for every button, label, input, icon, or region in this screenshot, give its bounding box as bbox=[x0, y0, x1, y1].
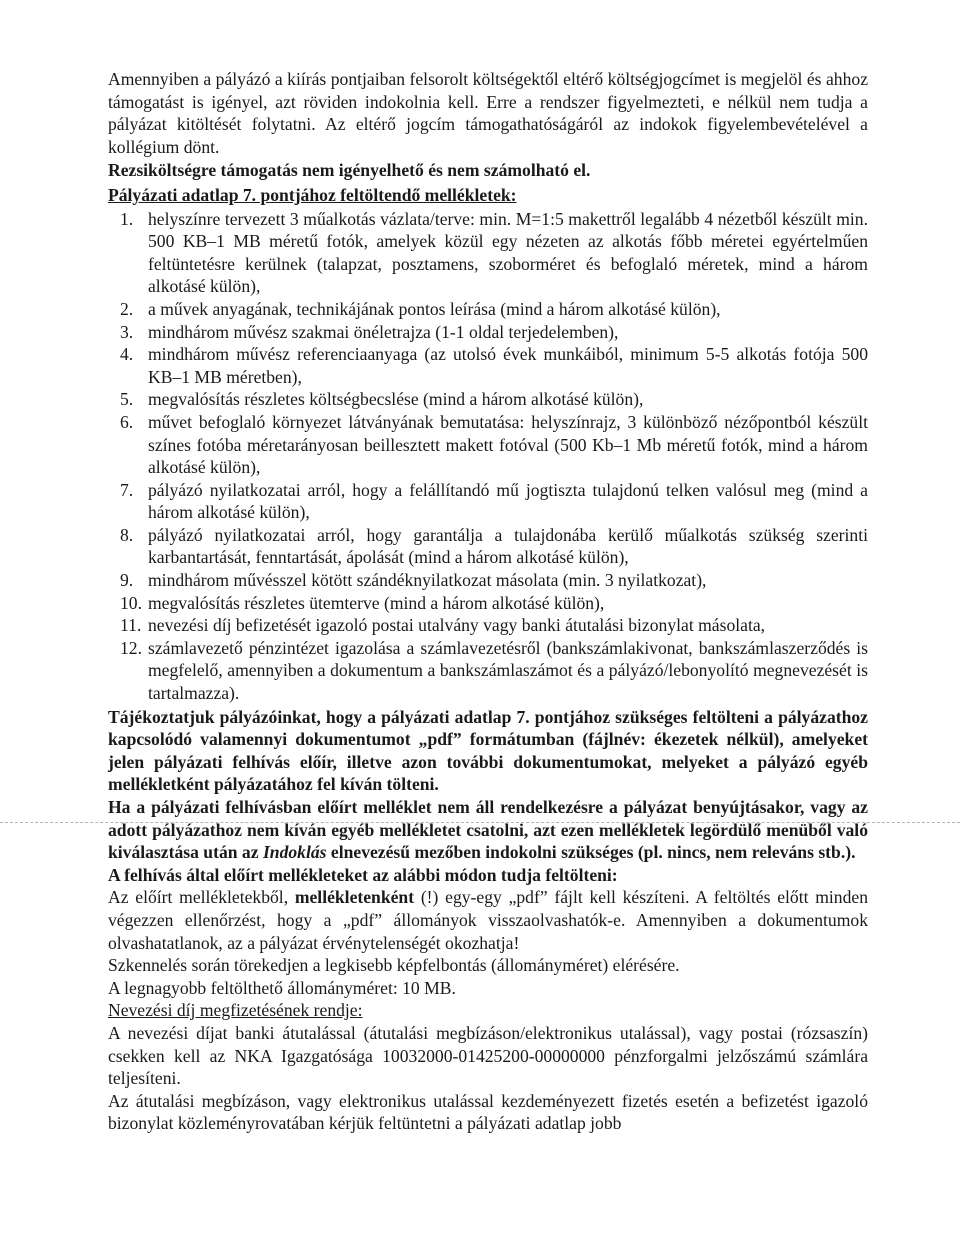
list-item: 3. mindhárom művész szakmai önéletrajza (1-1 oldal terjedelemben), bbox=[120, 321, 619, 342]
scan-note: Szkennelés során törekedjen a legkisebb képfelbontás (állományméret) elérésére. bbox=[108, 955, 680, 976]
list-item: 7. pályázó nyilatkozatai arról, hogy a felállítandó mű jogtiszta tulajdonú telken valósul meg (mind a három alkotásé külön), bbox=[120, 479, 868, 523]
list-item: 10. megvalósítás részletes ütemterve (mind a három alkotásé külön), bbox=[120, 592, 605, 613]
list-item: 6. művet befoglaló környezet látványának bemutatása: helyszínrajz, 3 különböző nézőpontból készült színes fotóba méretarányosan beillesztett makett fotóval (500 Kb–1 Mb méretű fotók, mind a három alkotásé külön), bbox=[120, 411, 868, 478]
pdf-upload-info: Tájékoztatjuk pályázóinkat, hogy a pályázati adatlap 7. pontjához szükséges feltölteni a pályázathoz kapcsolódó valamennyi dokumentumot „pdf” formátumban (fájlnév: ékezetek nélkül), amelyeket jelen pályázati felhívás előír, illetve azon további dokumentumokat, melyeket a pályázó egyéb mellékletként pályázatához fel kíván tölteni. bbox=[108, 706, 868, 795]
upload-instructions: Az előírt mellékletekből, mellékletenként (!) egy-egy „pdf” fájlt kell készíteni. A feltöltés előtt minden végezzen ellenőrzést, hogy a „pdf” állományok visszaolvashatók-e. Amennyiben a dokumentumok olvashatatlanok, az a pályázat érvénytelenségét okozhatja! bbox=[108, 887, 868, 953]
intro-paragraph: Amennyiben a pályázó a kiírás pontjaiban felsorolt költségektől eltérő költségjogcímet is megjelöl és ahhoz támogatást is igényel, azt röviden indokolnia kell. Erre a rendszer figyelmezteti, e nélkül nem tudja a pályázat kitöltését folytatni. Az eltérő jogcím támogathatóságáról az indokok figyelembevételével a kollégium dönt. bbox=[108, 69, 868, 157]
list-item: 5. megvalósítás részletes költségbecslése (mind a három alkotásé külön), bbox=[120, 389, 644, 410]
transfer-paragraph: Az átutalási megbízáson, vagy elektronikus utalással kezdeményezett fizetés esetén a befizetést igazoló bizonylat közleményrovatában kérjük feltüntetni a pályázati adatlap jobb bbox=[108, 1090, 868, 1134]
list-item: 2. a művek anyagának, technikájának pontos leírása (mind a három alkotásé külön), bbox=[120, 298, 721, 319]
max-size-note: A legnagyobb feltölthető állományméret: 10 MB. bbox=[108, 977, 456, 998]
fee-paragraph: A nevezési díjat banki átutalással (átutalási megbízáson/elektronikus utalással), vagy postai (rózsaszín) csekken kell az NKA Igazgatósága 10032000-01425200-00000000 pénzforgalmi jelzőszámú számlára teljesíteni. bbox=[108, 1022, 868, 1089]
list-item: 8. pályázó nyilatkozatai arról, hogy garantálja a tulajdonába kerülő műalkotás szükség szerinti karbantartását, fenntartását, ápolását (mind a három alkotásé külön), bbox=[120, 524, 868, 568]
attachments-heading: Pályázati adatlap 7. pontjához feltöltendő mellékletek: bbox=[108, 184, 517, 205]
document-page bbox=[108, 68, 868, 1135]
list-item: 4. mindhárom művész referenciaanyaga (az utolsó évek munkáiból, minimum 5-5 alkotás fotója 500 KB–1 MB méretben), bbox=[120, 344, 868, 387]
upload-heading: A felhívás által előírt mellékleteket az alábbi módon tudja feltölteni: bbox=[108, 864, 618, 885]
list-item: 9. mindhárom művésszel kötött szándéknyilatkozat másolata (min. 3 nyilatkozat), bbox=[120, 570, 707, 591]
list-item: 12. számlavezető pénzintézet igazolása a számlavezetésről (bankszámlakivonat, bankszámlaszerződés is megfelelő, amennyiben a dokumentum a bankszámlaszámot és a pályázó/lebonyolító megnevezését is tartalmazza). bbox=[120, 637, 868, 704]
list-item: 11. nevezési díj befizetését igazoló postai utalvány vagy banki átutalási bizonylat másolata, bbox=[120, 615, 766, 636]
overhead-note: Rezsiköltségre támogatás nem igényelhető és nem számolható el. bbox=[108, 160, 591, 181]
fee-heading: Nevezési díj megfizetésének rendje: bbox=[108, 1000, 363, 1021]
attachments-list bbox=[108, 208, 868, 705]
missing-attachment-info: Ha a pályázati felhívásban előírt melléklet nem áll rendelkezésre a pályázat benyújtásakor, vagy az adott pályázathoz nem kíván egyéb mellékletet csatolni, azt ezen mellékletek legördülő menüből való kiválasztása után az Indoklás elnevezésű mezőben indokolni szükséges (pl. nincs, nem releváns stb.). bbox=[108, 797, 868, 863]
list-item: 1. helyszínre tervezett 3 műalkotás vázlata/terve: min. M=1:5 makettről legalább 4 nézetből készült min. 500 KB–1 MB méretű fotók, amelyek közül egy nézeten az alkotás főbb méretei egyértelműen feltüntetésre kerülnek (talapzat, posztamens, szoborméret és befoglaló méretek, mind a három alkotásé külön), bbox=[120, 208, 868, 297]
